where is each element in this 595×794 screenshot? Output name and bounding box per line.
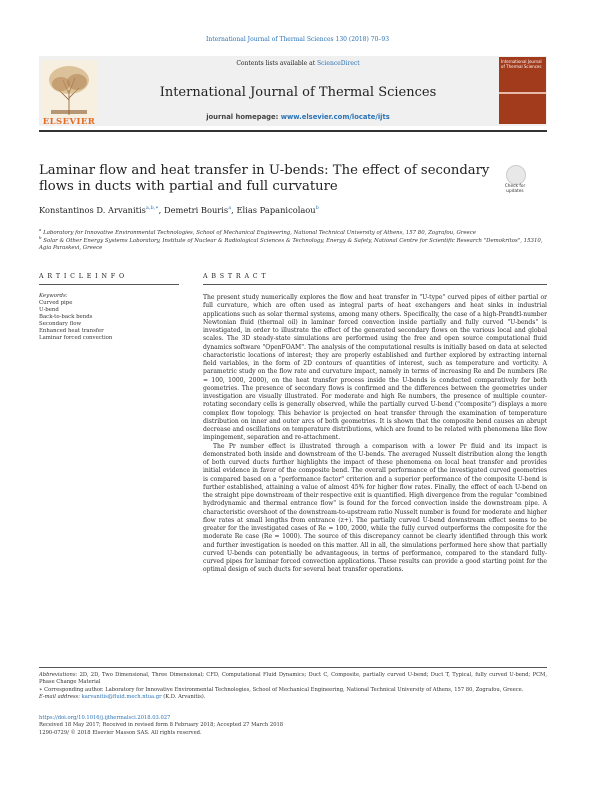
update-icon bbox=[506, 165, 526, 185]
homepage-link[interactable]: www.elsevier.com/locate/ijts bbox=[280, 113, 390, 121]
doi-link[interactable]: https://doi.org/10.1016/j.ijthermalsci.2018.03.027 bbox=[39, 715, 171, 721]
author-marks[interactable]: a bbox=[228, 205, 232, 212]
abstract-paragraph: The Pr number effect is illustrated through a comparison with a lower Pr fluid and its impact is demonstrated both inside and downstream of the U-bends. The averaged Nusselt distribution along the length of both curved ducts further highlights the impact of these phenomena on local heat transfer and provides initial evidence in favor of the composite bend. The overall performance of the investigated curved geometries is compared based on a "performance factor" criterion and a superior performance of the composite U-bend is further established, attaining a value of almost 45% for higher flow rates. Finally, the effect of each U-bend on the straight pipe downstream of their respective exit is quantified. High divergence from the regular "combined hydrodynamic and thermal entrance flow" is found for the forced convection inside the downstream pipe. A characteristic overshoot of the downstream-to-upstream ratio Nusselt number is found for moderate and higher flow rates at small lengths from entrance (z+). The partially curved U-bend downstream effect seems to be greater for the investigated cases of Re = 100, 2000, while the fully curved outperforms the composite for the moderate Re case (Re = 1000). The source of this discrepancy cannot be clearly identified through this work and further investigation is needed on this matter. All in all, the simulations performed here show that partially curved U-bends can potentially be advantageous, in terms of performance, compared to the standard fully-curved pipes for laminar forced convection applications. These results can provide a good starting point for the optimal design of such ducts for several heat transfer operations. bbox=[203, 442, 547, 574]
abbreviations-note bbox=[39, 672, 547, 687]
abstract-paragraph: The present study numerically explores the flow and heat transfer in "U-type" curved pipes of either partial or full curvature, which are often used as integral parts of heat exchangers and heat sinks in industrial applications such as solar thermal systems, among many others. Specifically, the case of a high-Prandtl-number Newtonian fluid (thermal oil) in laminar forced convection inside partially and fully curved "U-bends" is investigated, in order to illustrate the effect of the generated secondary flows on the various local and global scales. The 3D steady-state simulations are performed using the free and open source computational fluid dynamics software "OpenFOAM". The analysis of the computational results is initially based on data at selected characteristic locations of interest; they are properly established and further explored by extracting internal field variables, in the form of 2D contours of quantities of interest, such as temperature and vorticity. A parametric study on the flow rate and curvature impact, namely in terms of increasing Re and De numbers (Re = 100, 1000, 2000), on the heat transfer process inside the U-bends is conducted comparatively for both geometries. The presence of secondary flows is confirmed and the differences between the geometries under investigation are visually illustrated. For moderate and high Re numbers, the presence of multiple counter-rotating secondary cells is generally observed, while the partially curved U-bend ("composite") displays a more complex flow topology. This behavior is projected on heat transfer through the examination of temperature distribution on inner and outer arcs of both geometries. It is shown that the composite bend causes an abrupt decrease and oscillations on temperature distributions, which are found to be related with phenomena like flow impingement, separation and re-attachment. bbox=[203, 294, 547, 442]
email-link[interactable]: karvanitis@fluid.mech.ntua.gr bbox=[81, 693, 162, 700]
author-separator: , bbox=[231, 205, 237, 215]
email-label: E-mail address: bbox=[39, 693, 80, 700]
check-for-updates-badge[interactable] bbox=[500, 165, 530, 201]
author-name[interactable]: Demetri Bouris bbox=[163, 205, 229, 215]
elsevier-logo-icon[interactable] bbox=[41, 60, 97, 118]
keyword: U-bend bbox=[39, 307, 59, 314]
badge-label: Check for updates bbox=[504, 184, 526, 194]
corresponding-author-note: ∗ Corresponding author. Laboratory for Innovative Environmental Technologies, School of Mechanical Engineering, National Technical University of Athens, 157 80, Zografou, Greece. bbox=[39, 686, 524, 693]
affiliation-mark: b bbox=[39, 235, 42, 240]
affiliation-text: Solar & Other Energy Systems Laboratory, Institute of Nuclear & Radiological Sciences & Technology, Energy & Safety, National Centre for Scientific Research "Demokritos", 15310, Agia Paraskevi, Greece bbox=[39, 237, 543, 251]
abstract-rule bbox=[203, 284, 547, 285]
author-marks[interactable]: a,b,∗ bbox=[145, 205, 159, 212]
sciencedirect-link[interactable]: ScienceDirect bbox=[317, 60, 360, 67]
article-title: Laminar flow and heat transfer in U-bends: The effect of secondary flows in ducts with partial and full curvature bbox=[39, 163, 490, 194]
cover-title: International Journal of Thermal Sciences bbox=[501, 59, 542, 69]
author-marks[interactable]: b bbox=[315, 205, 319, 212]
keywords-label: Keywords: bbox=[39, 293, 68, 299]
journal-reference[interactable]: International Journal of Thermal Sciences 130 (2018) 70–93 bbox=[205, 36, 390, 43]
journal-name: International Journal of Thermal Sciences bbox=[159, 85, 437, 100]
keyword: Curved pipe bbox=[39, 300, 73, 307]
footnotes bbox=[39, 672, 547, 701]
copyright-line: 1290-0729/ © 2018 Elsevier Masson SAS. All rights reserved. bbox=[39, 729, 202, 736]
affiliation-mark: a bbox=[39, 227, 42, 232]
affiliation bbox=[39, 234, 549, 252]
abbreviations-text: 2D, 2D, Two Dimensional, Three Dimensional; CFD, Computational Fluid Dynamics; Duct C, Composite, partially curved U-bend; Duct T, Typical, fully curved U-bend; PCM, Phase Change Material bbox=[39, 672, 547, 686]
affiliation-text: Laboratory for Innovative Environmental Technologies, School of Mechanical Engineering, National Technical University of Athens, 157 80, Zografou, Greece bbox=[43, 229, 476, 236]
contents-line bbox=[100, 60, 496, 67]
article-info-rule bbox=[39, 284, 179, 285]
author-list bbox=[39, 205, 539, 215]
keyword: Enhanced heat transfer bbox=[39, 328, 104, 335]
contents-prefix: Contents lists available at bbox=[236, 60, 318, 67]
abstract-heading: A B S T R A C T bbox=[203, 273, 267, 280]
journal-homepage bbox=[100, 113, 496, 121]
article-info-heading: A R T I C L E I N F O bbox=[39, 273, 126, 280]
homepage-label: journal homepage: bbox=[206, 113, 281, 121]
received-dates: Received 18 May 2017; Received in revised form 8 February 2018; Accepted 27 March 2018 bbox=[39, 722, 284, 729]
author-separator: , bbox=[158, 205, 164, 215]
email-note bbox=[39, 694, 547, 701]
abbreviations-label: Abbreviations: bbox=[39, 672, 78, 678]
keyword: Back-to-back bends bbox=[39, 314, 93, 321]
cover-band bbox=[499, 92, 546, 94]
publication-info bbox=[39, 715, 547, 737]
header-rule bbox=[39, 130, 547, 132]
footnote-rule bbox=[39, 667, 547, 668]
keywords-box bbox=[39, 293, 179, 342]
keyword: Laminar forced convection bbox=[39, 335, 113, 342]
keyword: Secondary flow bbox=[39, 321, 82, 328]
publisher-wordmark[interactable]: ELSEVIER bbox=[42, 117, 96, 127]
abstract-body bbox=[203, 294, 547, 575]
author-name[interactable]: Konstantinos D. Arvanitis bbox=[39, 205, 146, 215]
author-name[interactable]: Elias Papanicolaou bbox=[236, 205, 316, 215]
email-suffix: (K.D. Arvanitis). bbox=[161, 693, 206, 700]
